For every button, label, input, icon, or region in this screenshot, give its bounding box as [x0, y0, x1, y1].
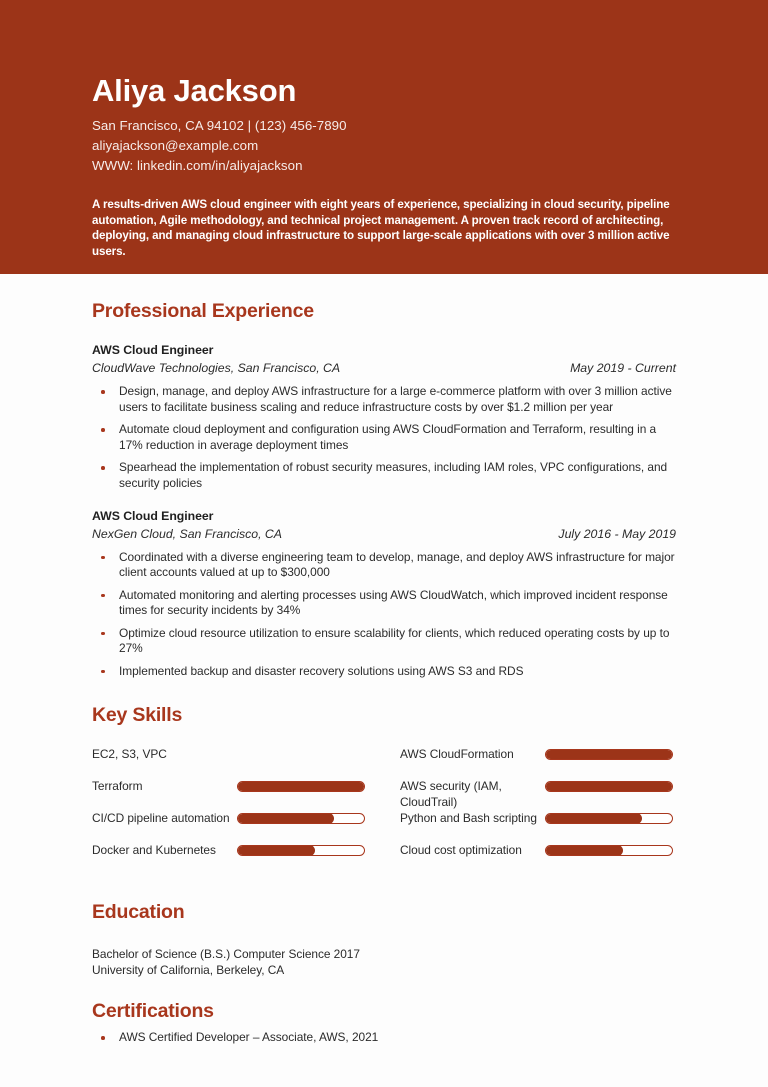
education-degree: Bachelor of Science (B.S.) Computer Science 2017: [92, 946, 360, 961]
job-meta: [92, 360, 676, 377]
skill-row: [92, 747, 368, 779]
skill-level-bar: [237, 813, 365, 824]
experience-entry: [92, 508, 676, 679]
job-dates: July 2016 - May 2019: [558, 526, 676, 541]
skill-label: Python and Bash scripting: [400, 811, 537, 826]
skill-level-fill: [237, 813, 334, 824]
experience-entry: [92, 342, 676, 491]
section-title-experience: Professional Experience: [92, 300, 314, 322]
section-title-key-skills: Key Skills: [92, 704, 183, 727]
job-bullet: Automate cloud deployment and configuration using AWS CloudFormation and Terraform, resulting in a 17% reduction in average deployment times: [92, 422, 676, 453]
skills-column-left: [92, 747, 368, 875]
education-entry: [92, 947, 676, 979]
skill-label: Cloud cost optimization: [400, 843, 522, 858]
job-bullet: Design, manage, and deploy AWS infrastructure for a large e-commerce platform with over 3 million active users to facilitate business scaling and reduce infrastructure costs by over $1.2 million per year: [92, 384, 676, 415]
section-key-skills: [92, 679, 676, 875]
skill-row: [400, 843, 676, 875]
job-employer: NexGen Cloud, San Francisco, CA: [92, 526, 283, 541]
job-bullet: Optimize cloud resource utilization to ensure scalability for clients, which reduced operating costs by up to 27%: [92, 626, 676, 657]
job-title: AWS Cloud Engineer: [92, 343, 214, 358]
skill-label: Docker and Kubernetes: [92, 843, 216, 858]
job-bullet-list: [92, 550, 676, 679]
skill-label: AWS security (IAM, CloudTrail): [400, 779, 502, 809]
skill-label: EC2, S3, VPC: [92, 747, 167, 762]
skill-level-fill: [545, 749, 673, 760]
section-certifications: [92, 979, 676, 1046]
skill-row: [92, 811, 368, 843]
skill-label: CI/CD pipeline automation: [92, 811, 230, 826]
resume-header-band: [0, 0, 768, 274]
skill-level-bar: [237, 749, 365, 760]
skill-level-fill: [237, 781, 365, 792]
contact-email: aliyajackson@example.com: [92, 138, 259, 154]
skill-row: [92, 779, 368, 811]
job-bullet: Coordinated with a diverse engineering team to develop, manage, and deploy AWS infrastructure for major client accounts valued at up to $300,000: [92, 550, 676, 581]
job-bullet: Automated monitoring and alerting processes using AWS CloudWatch, which improved incident response times for security incidents by 34%: [92, 588, 676, 619]
section-title-education: Education: [92, 901, 185, 924]
skill-label: Terraform: [92, 779, 143, 794]
skill-level-bar: [545, 813, 673, 824]
job-bullet: Implemented backup and disaster recovery solutions using AWS S3 and RDS: [92, 664, 676, 679]
job-dates: May 2019 - Current: [570, 360, 676, 375]
job-employer: CloudWave Technologies, San Francisco, CA: [92, 360, 341, 375]
section-education: [92, 875, 676, 978]
skills-grid: [92, 747, 676, 875]
contact-location-phone: San Francisco, CA 94102 | (123) 456-7890: [92, 118, 347, 134]
skill-level-fill: [545, 781, 673, 792]
candidate-name: Aliya Jackson: [92, 73, 297, 108]
job-bullet: Spearhead the implementation of robust security measures, including IAM roles, VPC configurations, and security policies: [92, 460, 676, 491]
professional-summary: A results-driven AWS cloud engineer with eight years of experience, specializing in cloud security, pipeline automation, Agile methodology, and technical project management. A proven track record of architecting, deploying, and managing cloud infrastructure to support large-scale applications with over 3 million active users.: [92, 198, 670, 258]
job-title: AWS Cloud Engineer: [92, 509, 214, 523]
skill-level-fill: [545, 813, 642, 824]
skill-level-fill: [237, 845, 315, 856]
skill-row: [92, 843, 368, 875]
certification-item: AWS Certified Developer – Associate, AWS, 2021: [92, 1030, 676, 1045]
skill-level-bar: [545, 845, 673, 856]
resume-body: [0, 274, 768, 1045]
skill-row: [400, 811, 676, 843]
skills-column-right: [400, 747, 676, 875]
contact-website: WWW: linkedin.com/in/aliyajackson: [92, 157, 303, 173]
education-school: University of California, Berkeley, CA: [92, 962, 285, 977]
certification-list: [92, 1030, 676, 1045]
skill-label: AWS CloudFormation: [400, 747, 514, 762]
skill-level-bar: [545, 749, 673, 760]
job-bullet-list: [92, 384, 676, 491]
skill-level-fill: [545, 845, 623, 856]
skill-level-bar: [237, 845, 365, 856]
skill-row: [400, 779, 676, 811]
section-title-certifications: Certifications: [92, 999, 214, 1022]
skill-level-bar: [545, 781, 673, 792]
section-professional-experience: [92, 274, 676, 679]
job-meta: [92, 526, 676, 543]
skill-row: [400, 747, 676, 779]
skill-level-bar: [237, 781, 365, 792]
